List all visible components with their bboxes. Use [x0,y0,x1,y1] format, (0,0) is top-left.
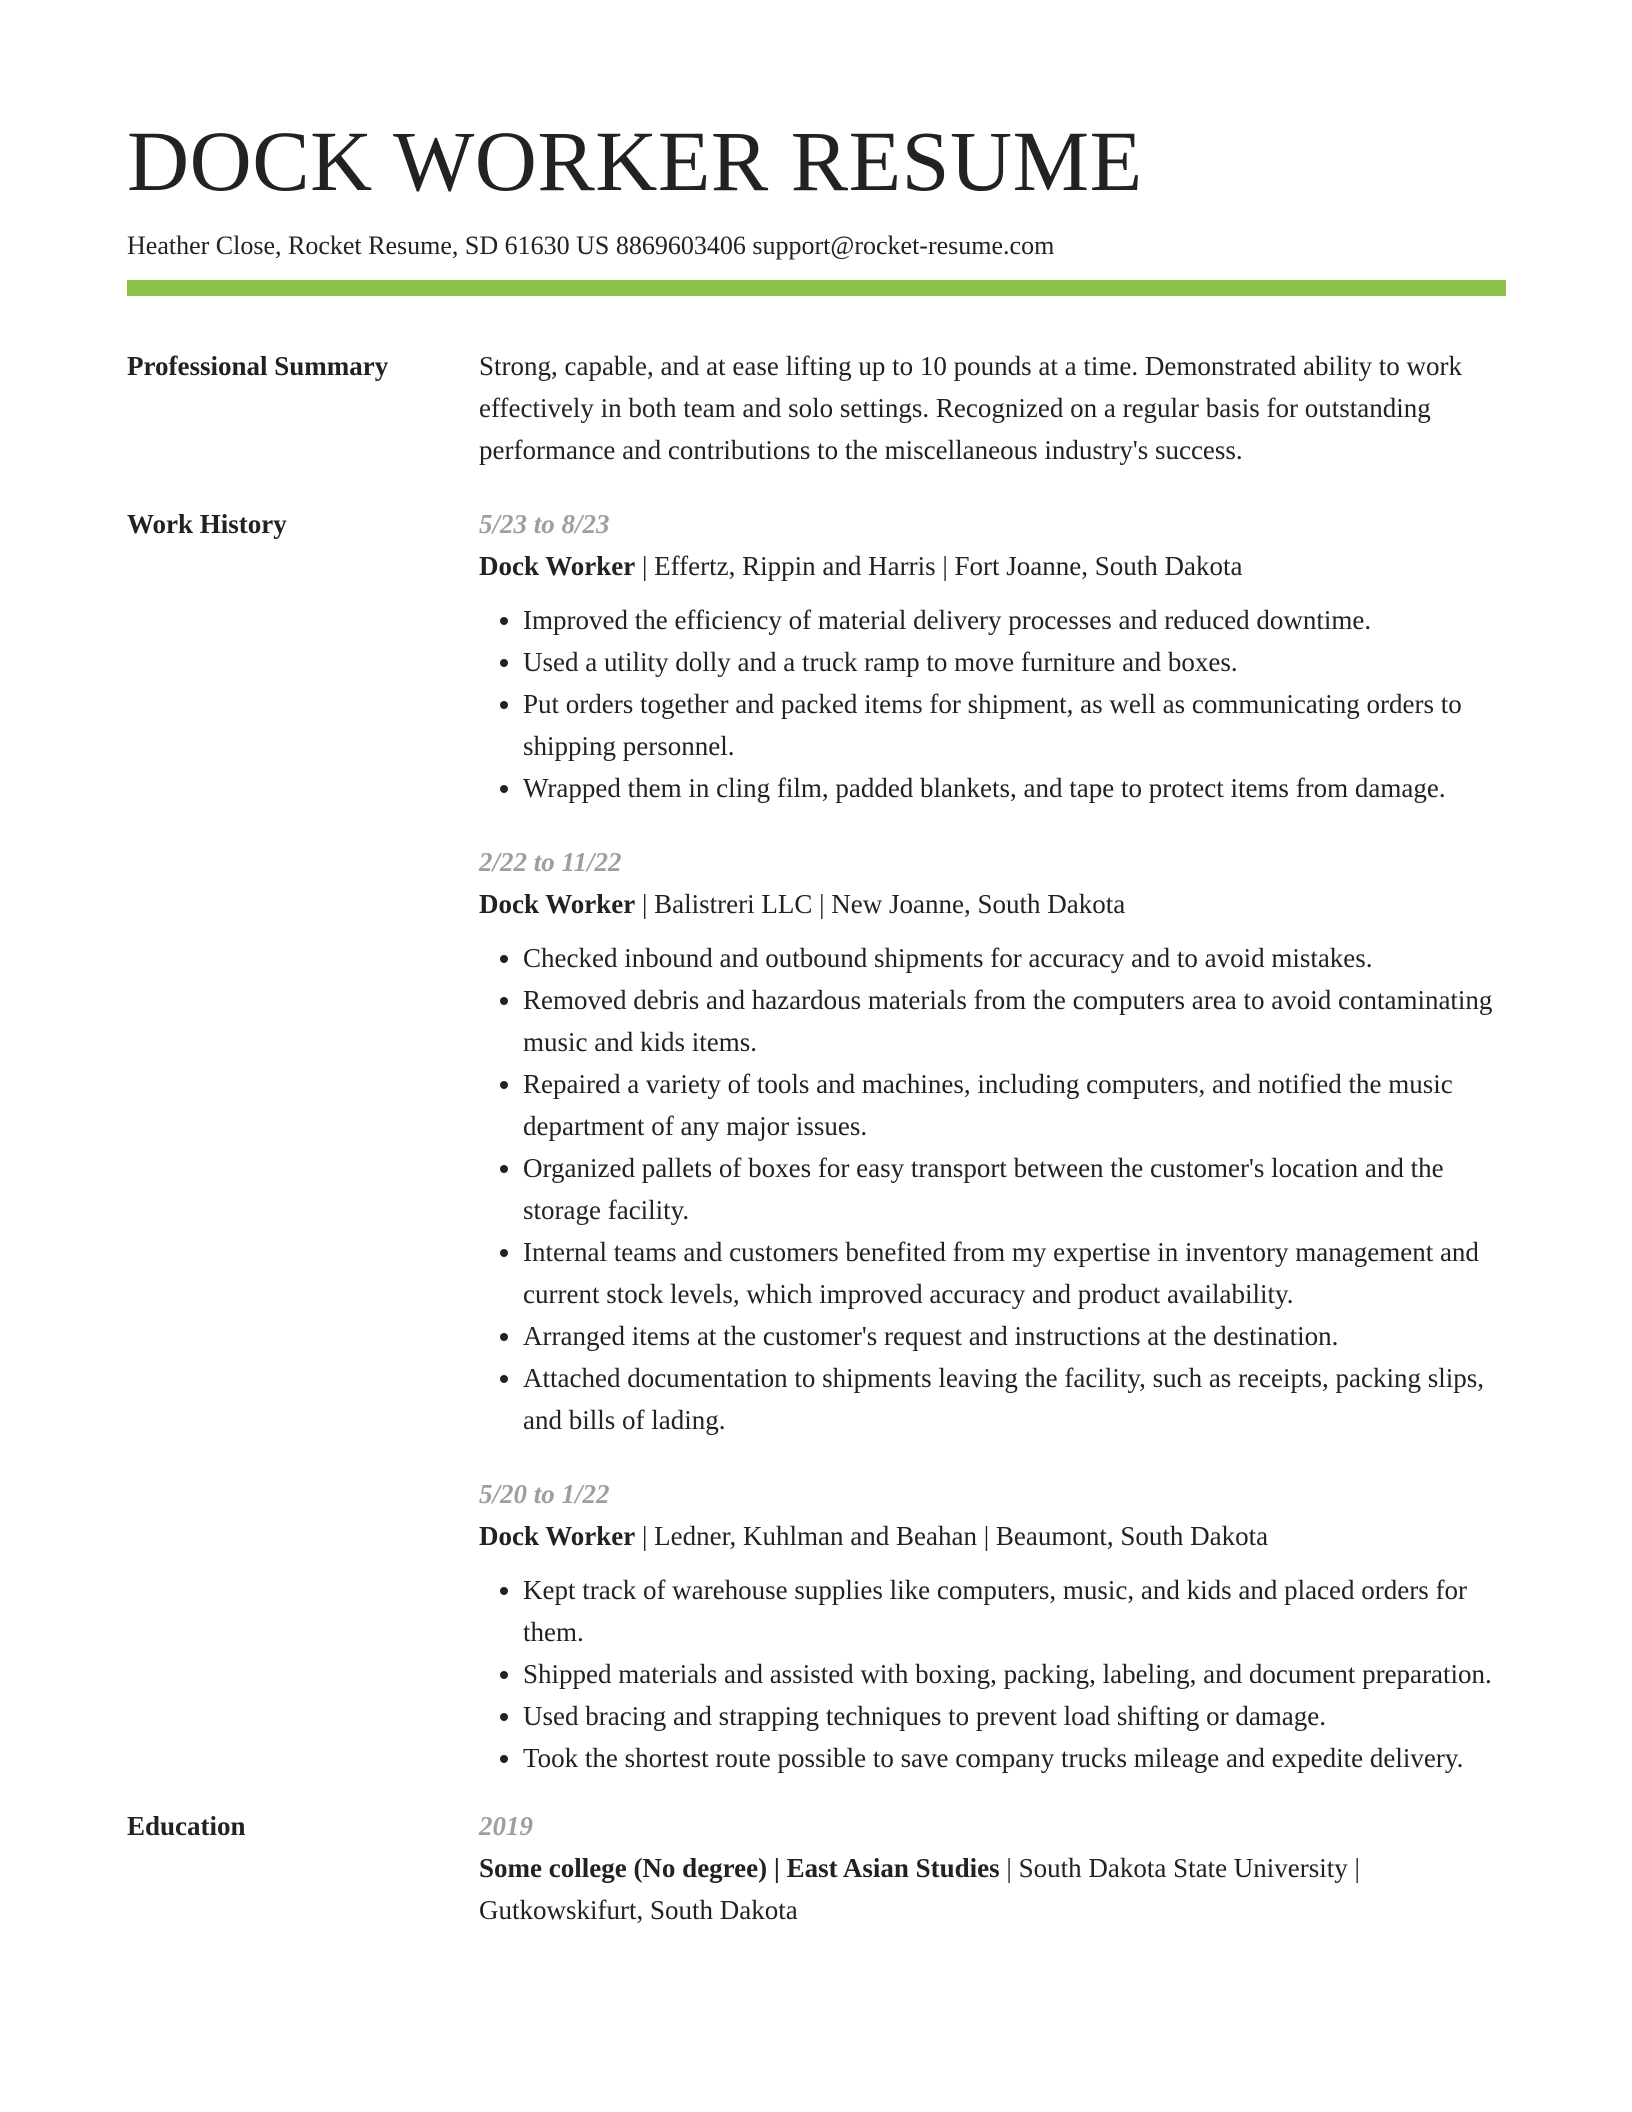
resume-title: DOCK WORKER RESUME [127,113,1143,209]
job-title: Dock Worker [479,889,636,920]
education-year: 2019 [479,1811,533,1842]
education-entry [479,1805,1506,1931]
job-dates: 2/22 to 11/22 [479,847,622,878]
job-bullet: • Wrapped them in cling film, padded blankets, and tape to protect items from damage. [523,767,1506,809]
job-bullet: • Repaired a variety of tools and machines, including computers, and notified the music department of any major issues. [523,1063,1506,1147]
job-bullet: • Kept track of warehouse supplies like computers, music, and kids and placed orders for them. [523,1569,1506,1653]
job-bullet: • Internal teams and customers benefited from my expertise in inventory management and current stock levels, which improved accuracy and product availability. [523,1231,1506,1315]
job-bullet: • Used bracing and strapping techniques to prevent load shifting or damage. [523,1695,1506,1737]
job-dates: 5/23 to 8/23 [479,509,610,540]
job-bullet: • Used a utility dolly and a truck ramp to move furniture and boxes. [523,641,1506,683]
job-bullet: • Put orders together and packed items for shipment, as well as communicating orders to shipping personnel. [523,683,1506,767]
job-bullet: • Checked inbound and outbound shipments for accuracy and to avoid mistakes. [523,937,1506,979]
job-bullets [479,1569,1506,1779]
job-heading [479,545,1506,587]
job-heading [479,1515,1506,1557]
job-entry [479,1473,1506,1779]
job-entry [479,841,1506,1441]
job-bullet: • Removed debris and hazardous materials from the computers area to avoid contaminating music and kids items. [523,979,1506,1063]
job-title: Dock Worker [479,551,636,582]
work-history-list [479,503,1506,1779]
job-bullet: • Shipped materials and assisted with boxing, packing, labeling, and document preparation. [523,1653,1506,1695]
job-bullets [479,599,1506,809]
job-bullet: • Improved the efficiency of material delivery processes and reduced downtime. [523,599,1506,641]
job-entry [479,503,1506,809]
section-label-work-history: Work History [127,509,287,540]
header-divider [127,280,1506,296]
job-title: Dock Worker [479,1521,636,1552]
contact-line: Heather Close, Rocket Resume, SD 61630 US 8869603406 support@rocket-resume.com [127,231,1055,260]
job-heading [479,883,1506,925]
work-history-section [127,503,1506,1779]
education-details: | South Dakota State University | Gutkowskifurt, South Dakota [479,1853,1360,1926]
section-label-education: Education [127,1811,246,1842]
job-bullet: • Took the shortest route possible to save company trucks mileage and expedite delivery. [523,1737,1506,1779]
job-details: | Ledner, Kuhlman and Beahan | Beaumont, South Dakota [635,1521,1269,1552]
section-label-summary: Professional Summary [127,351,389,382]
professional-summary-section [127,345,1506,471]
education-heading [479,1847,1506,1931]
job-bullet: • Attached documentation to shipments leaving the facility, such as receipts, packing slips, and bills of lading. [523,1357,1506,1441]
education-degree: Some college (No degree) | East Asian Studies [479,1853,1000,1884]
job-bullets [479,937,1506,1441]
job-details: | Balistreri LLC | New Joanne, South Dakota [635,889,1126,920]
job-bullet: • Organized pallets of boxes for easy transport between the customer's location and the storage facility. [523,1147,1506,1231]
job-details: | Effertz, Rippin and Harris | Fort Joanne, South Dakota [635,551,1243,582]
job-dates: 5/20 to 1/22 [479,1479,610,1510]
education-section [127,1805,1506,1931]
job-bullet: • Arranged items at the customer's request and instructions at the destination. [523,1315,1506,1357]
summary-text: Strong, capable, and at ease lifting up to 10 pounds at a time. Demonstrated ability to work effectively in both team and solo settings. Recognized on a regular basis for outstanding performance and contributions to the miscellaneous industry's success. [479,351,1463,466]
